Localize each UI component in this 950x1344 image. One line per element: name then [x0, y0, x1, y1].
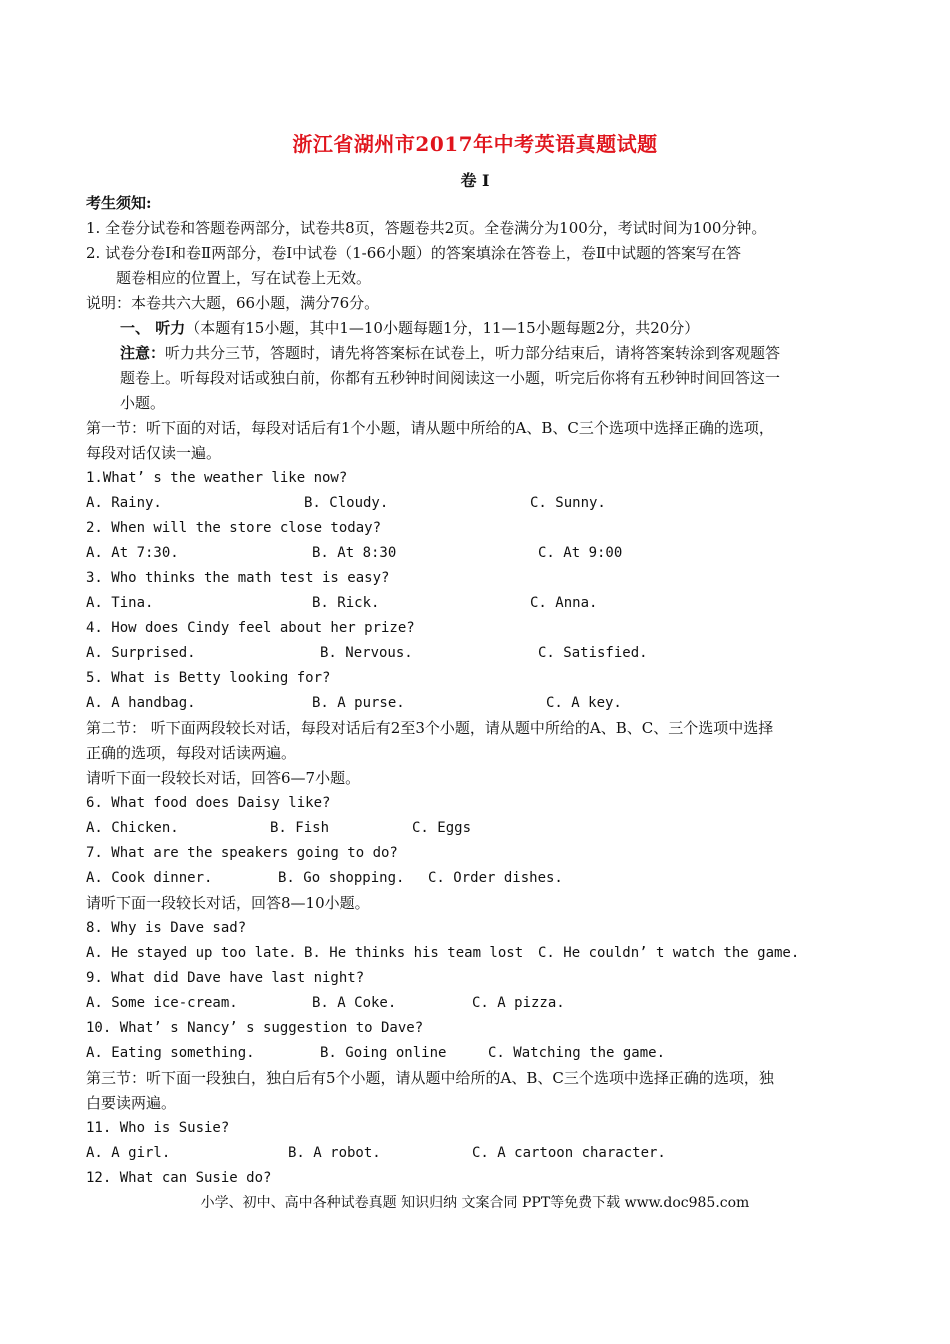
option-a: A. Cook dinner. — [86, 870, 213, 886]
section2-intro-cont: 正确的选项，每段对话读两遍。 — [86, 744, 297, 762]
question-11: 11. Who is Susie? — [86, 1120, 230, 1136]
section3-intro: 第三节：听下面一段独白，独白后有5个小题，请从题中给所的A、B、C三个选项中选择正确的选项，独 — [86, 1069, 774, 1087]
question-1: 1.What’ s the weather like now? — [86, 470, 348, 486]
question-7: 7. What are the speakers going to do? — [86, 845, 398, 861]
option-c: C. Order dishes. — [428, 870, 563, 886]
option-a: A. At 7:30. — [86, 545, 179, 561]
option-a: A. He stayed up too late. — [86, 945, 297, 961]
option-a: A. Surprised. — [86, 645, 196, 661]
notice-explain: 说明：本卷共六大题，66小题，满分76分。 — [86, 294, 380, 312]
option-b: B. At 8:30 — [312, 545, 397, 561]
listening-heading-note: （本题有15小题，其中1—10小题每题1分，11—15小题每题2分，共20分） — [185, 319, 700, 337]
option-a: A. A girl. — [86, 1145, 171, 1161]
listening-heading-line — [120, 318, 699, 338]
section2-intro: 第二节： 听下面两段较长对话，每段对话后有2至3个小题，请从题中所给的A、B、C、三个选项中选择 — [86, 719, 774, 737]
question-8: 8. Why is Dave sad? — [86, 920, 247, 936]
question-6: 6. What food does Daisy like? — [86, 795, 331, 811]
option-b: B. A purse. — [312, 695, 405, 711]
option-c: C. Sunny. — [530, 495, 606, 511]
section3-intro-cont: 白要读两遍。 — [86, 1094, 177, 1112]
notice-heading: 考生须知: — [86, 194, 152, 212]
notice-item-2: 2. 试卷分卷Ⅰ和卷Ⅱ两部分，卷Ⅰ中试卷（1-66小题）的答案填涂在答卷上，卷Ⅱ中试题的答案写在答 — [86, 244, 742, 262]
option-b: B. He thinks his team lost — [304, 945, 524, 961]
question-9: 9. What did Dave have last night? — [86, 970, 365, 986]
attention-cont-1: 题卷上。听每段对话或独白前，你都有五秒钟时间阅读这一小题，听完后你将有五秒钟时间回答这一 — [120, 369, 781, 387]
listening-heading: 一、 听力 — [120, 319, 186, 337]
option-c: C. A key. — [546, 695, 622, 711]
attention-text: 听力共分三节，答题时，请先将答案标在试卷上，听力部分结束后，请将答案转涂到客观题答 — [165, 344, 781, 362]
option-a: A. A handbag. — [86, 695, 196, 711]
option-b: B. Fish — [270, 820, 330, 836]
option-c: C. At 9:00 — [538, 545, 623, 561]
question-5: 5. What is Betty looking for? — [86, 670, 331, 686]
option-c: C. Eggs — [412, 820, 472, 836]
question-12: 12. What can Susie do? — [86, 1170, 272, 1186]
attention-cont-2: 小题。 — [120, 394, 166, 412]
option-a: A. Rainy. — [86, 495, 162, 511]
page-footer: 小学、初中、高中各种试卷真题 知识归纳 文案合同 PPT等免费下载 www.doc985.com — [200, 1195, 750, 1211]
option-a: A. Chicken. — [86, 820, 179, 836]
option-b: B. Go shopping. — [278, 870, 405, 886]
attention-label: 注意： — [120, 344, 166, 362]
section1-intro: 第一节：听下面的对话，每段对话后有1个小题，请从题中所给的A、B、C三个选项中选择正确的选项， — [86, 419, 774, 437]
volume-label: 卷 I — [460, 171, 490, 190]
option-a: A. Eating something. — [86, 1045, 255, 1061]
question-2: 2. When will the store close today? — [86, 520, 382, 536]
question-10: 10. What’ s Nancy’ s suggestion to Dave? — [86, 1020, 424, 1036]
option-b: B. Rick. — [312, 595, 380, 611]
question-4: 4. How does Cindy feel about her prize? — [86, 620, 415, 636]
option-c: C. Watching the game. — [488, 1045, 666, 1061]
option-b: B. A Coke. — [312, 995, 397, 1011]
option-b: B. Nervous. — [320, 645, 413, 661]
option-c: C. A cartoon character. — [472, 1145, 666, 1161]
option-c: C. A pizza. — [472, 995, 565, 1011]
option-b: B. A robot. — [288, 1145, 381, 1161]
notice-item-1: 1. 全卷分试卷和答题卷两部分，试卷共8页，答题卷共2页。全卷满分为100分，考试时间为100分钟。 — [86, 219, 767, 237]
option-a: A. Some ice-cream. — [86, 995, 238, 1011]
question-3: 3. Who thinks the math test is easy? — [86, 570, 390, 586]
option-c: C. Anna. — [530, 595, 598, 611]
section2-lead-2: 请听下面一段较长对话，回答8—10小题。 — [86, 894, 370, 912]
option-b: B. Cloudy. — [304, 495, 389, 511]
option-a: A. Tina. — [86, 595, 154, 611]
option-c: C. Satisfied. — [538, 645, 648, 661]
page-title: 浙江省湖州市2017年中考英语真题试题 — [292, 132, 658, 156]
attention-line — [120, 343, 780, 363]
notice-item-2-cont: 题卷相应的位置上，写在试卷上无效。 — [116, 269, 372, 287]
section2-lead-1: 请听下面一段较长对话，回答6—7小题。 — [86, 769, 361, 787]
option-c: C. He couldn’ t watch the game. — [538, 945, 800, 961]
section1-intro-cont: 每段对话仅读一遍。 — [86, 444, 222, 462]
option-b: B. Going online — [320, 1045, 447, 1061]
